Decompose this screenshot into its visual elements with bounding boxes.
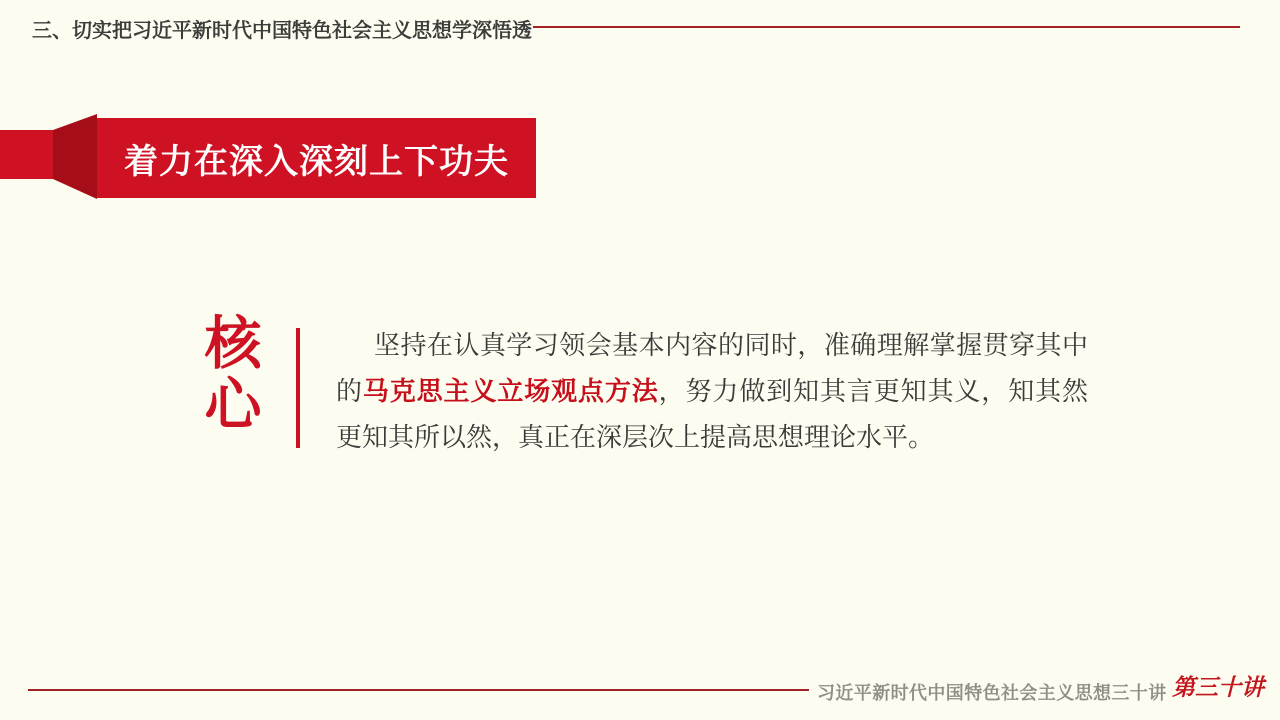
- footer-rule-line: [28, 689, 809, 691]
- core-label: 核心: [204, 312, 262, 437]
- paragraph-lead: 坚持在认真学习领会基本内容的同时，准确理解掌握贯穿其中的: [336, 330, 1088, 406]
- ribbon-fold: [53, 114, 97, 199]
- vertical-divider-line: [296, 328, 300, 448]
- slide-title-banner: [97, 118, 536, 198]
- ribbon-left-strip: [0, 130, 53, 179]
- core-paragraph: [336, 322, 1088, 460]
- section-header-title: 三、切实把习近平新时代中国特色社会主义思想学深悟透: [32, 20, 532, 42]
- footer-series-title: 习近平新时代中国特色社会主义思想三十讲: [817, 683, 1167, 703]
- slide-title: 着力在深入深刻上下功夫: [124, 142, 509, 181]
- header-rule-line: [533, 26, 1240, 28]
- footer-episode-label: 第三十讲: [1172, 674, 1264, 701]
- paragraph-tail: ，努力做到知其言更知其义，知其然更知其所以然，真正在深层次上提高思想理论水平。: [336, 376, 1088, 452]
- paragraph-highlight: 马克思主义立场观点方法: [362, 376, 659, 406]
